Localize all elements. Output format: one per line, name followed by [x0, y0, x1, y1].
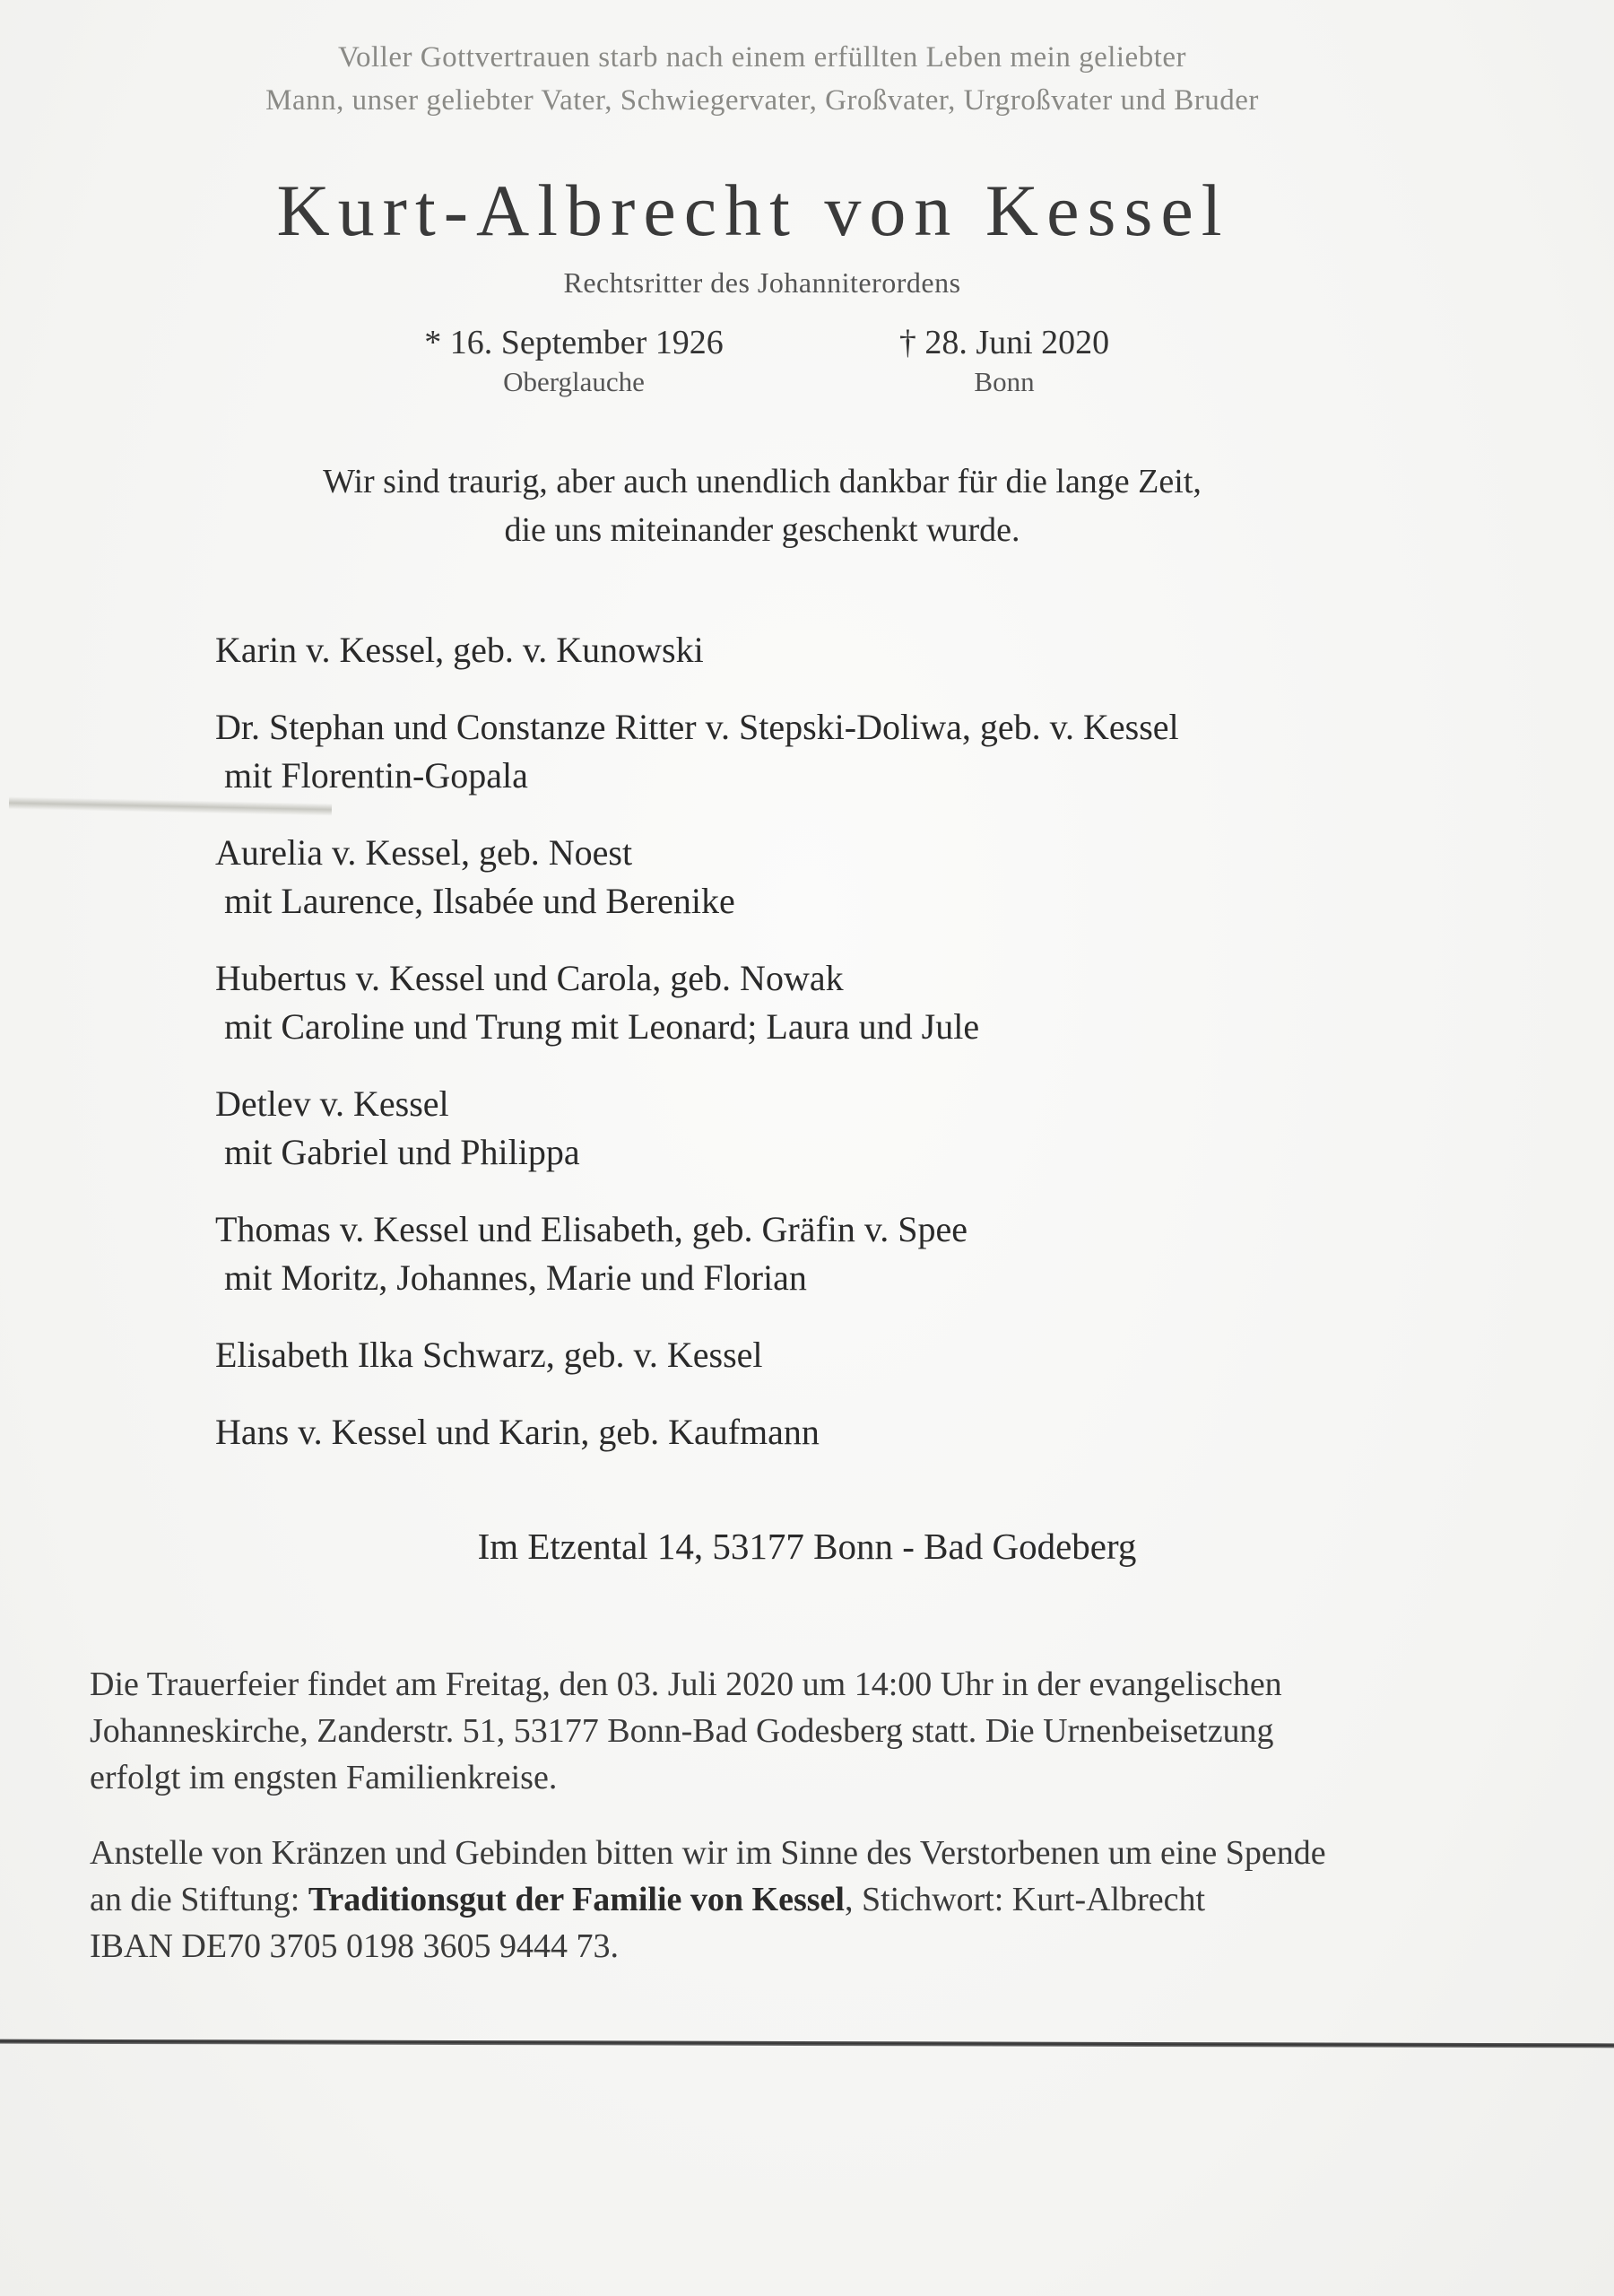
donation-notice — [90, 1830, 1524, 1970]
birth-place: Oberglauche — [503, 366, 645, 397]
family-address: Im Etzental 14, 53177 Bonn - Bad Godeberg — [477, 1526, 1137, 1567]
donation-iban: IBAN DE70 3705 0198 3605 9444 73. — [90, 1927, 620, 1965]
donation-line-2 — [90, 1876, 1524, 1923]
donation-line-1: Anstelle von Kränzen und Gebinden bitten wir im Sinne des Verstorbenen um eine Spende — [90, 1834, 1326, 1872]
mourner-line: Elisabeth Ilka Schwarz, geb. v. Kessel — [215, 1335, 763, 1375]
death-place: Bonn — [974, 366, 1035, 397]
mourner-entry — [215, 954, 1381, 1051]
mourner-line: Detlev v. Kessel — [215, 1083, 449, 1124]
mourner-line: Thomas v. Kessel und Elisabeth, geb. Gräfin v. Spee — [215, 1209, 968, 1249]
intro-line-2: Mann, unser geliebter Vater, Schwiegervater, Großvater, Urgroßvater und Bruder — [265, 84, 1259, 117]
donation-keyword: , Stichwort: Kurt-Albrecht — [844, 1881, 1206, 1918]
mourner-line: Karin v. Kessel, geb. v. Kunowski — [215, 630, 704, 670]
donation-prefix: an die Stiftung: — [90, 1881, 308, 1918]
mourner-entry — [215, 1205, 1381, 1302]
foundation-name: Traditionsgut der Familie von Kessel — [308, 1881, 845, 1918]
birth-info — [386, 323, 762, 398]
funeral-line-2: Johanneskirche, Zanderstr. 51, 53177 Bonn-Bad Godesberg statt. Die Urnenbeisetzung — [90, 1712, 1274, 1750]
quote — [224, 457, 1300, 554]
mourner-entry — [215, 703, 1381, 800]
quote-line-2: die uns miteinander geschenkt wurde. — [504, 511, 1020, 549]
death-info — [861, 323, 1148, 398]
mourner-line: Aurelia v. Kessel, geb. Noest — [215, 832, 633, 873]
funeral-notice — [90, 1661, 1488, 1801]
bottom-divider — [0, 2039, 1614, 2048]
mourner-line: Hans v. Kessel und Karin, geb. Kaufmann — [215, 1412, 820, 1452]
mourner-children: mit Gabriel und Philippa — [224, 1132, 580, 1172]
death-date: † 28. Juni 2020 — [898, 324, 1110, 361]
quote-line-1: Wir sind traurig, aber auch unendlich dankbar für die lange Zeit, — [323, 463, 1202, 500]
deceased-name: Kurt-Albrecht von Kessel — [276, 170, 1230, 251]
intro-text — [134, 36, 1390, 122]
mourner-children: mit Caroline und Trung mit Leonard; Laura und Jule — [224, 1006, 980, 1047]
mourner-entry — [215, 1408, 1381, 1457]
mourner-entry — [215, 1080, 1381, 1177]
mourner-children: mit Moritz, Johannes, Marie und Florian — [224, 1257, 807, 1298]
deceased-honor: Rechtsritter des Johanniterordens — [563, 266, 961, 299]
mourner-children: mit Florentin-Gopala — [224, 755, 528, 796]
funeral-line-3: erfolgt im engsten Familienkreise. — [90, 1759, 558, 1796]
intro-line-1: Voller Gottvertrauen starb nach einem erfüllten Leben mein geliebter — [337, 41, 1187, 74]
mourner-children: mit Laurence, Ilsabée und Berenike — [224, 881, 735, 921]
mourners-list — [215, 626, 1381, 1485]
mourner-entry — [215, 626, 1381, 674]
mourner-entry — [215, 829, 1381, 926]
mourner-entry — [215, 1331, 1381, 1379]
mourner-line: Dr. Stephan und Constanze Ritter v. Stepski-Doliwa, geb. v. Kessel — [215, 707, 1179, 747]
mourner-line: Hubertus v. Kessel und Carola, geb. Nowak — [215, 958, 844, 998]
birth-date: * 16. September 1926 — [424, 324, 724, 361]
funeral-line-1: Die Trauerfeier findet am Freitag, den 03. Juli 2020 um 14:00 Uhr in der evangelischen — [90, 1665, 1282, 1703]
